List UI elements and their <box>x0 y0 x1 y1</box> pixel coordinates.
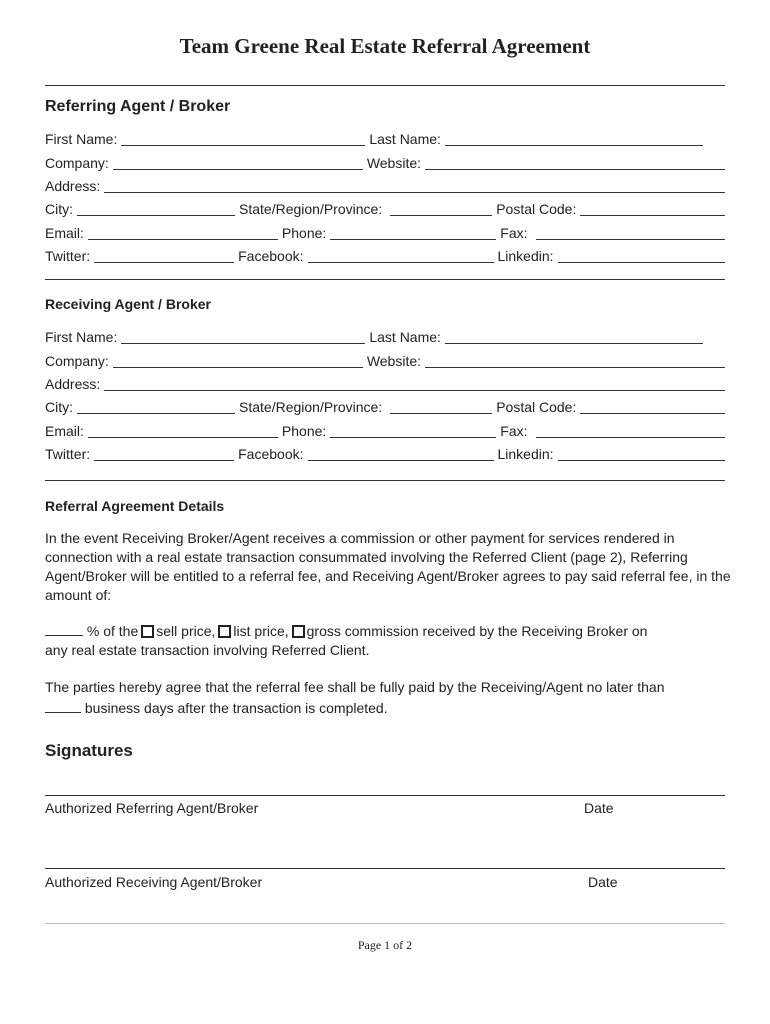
city-label: City: <box>45 201 73 217</box>
footer-divider <box>45 923 725 924</box>
linkedin-label: Linkedin: <box>497 248 554 264</box>
list-price-checkbox[interactable] <box>218 625 231 638</box>
referring-city-field[interactable] <box>77 201 235 216</box>
referring-last-name-field[interactable] <box>445 131 703 146</box>
receiving-date-label: Date <box>588 874 618 890</box>
referring-linkedin-field[interactable] <box>558 248 725 263</box>
receiving-fax-field[interactable] <box>536 423 725 438</box>
referring-company-row <box>45 154 725 172</box>
first-name-label: First Name: <box>45 131 118 147</box>
referring-name-row <box>45 130 725 148</box>
facebook-label: Facebook: <box>238 248 304 264</box>
gross-commission-checkbox[interactable] <box>292 625 305 638</box>
details-paragraph: In the event Receiving Broker/Agent receives a commission or other payment for services rendered in connection with a real estate transaction consummated involving the Referred Client (page 2), Referring Agent/Broker will be entitled to a referral fee, and Receiving Agent/Broker agrees to pay said referral fee, in the amount of: <box>45 530 731 603</box>
referring-fax-field[interactable] <box>536 225 725 240</box>
facebook-label: Facebook: <box>238 446 304 462</box>
referring-heading: Referring Agent / Broker <box>45 98 231 115</box>
percent-of-the-label: % of the <box>86 623 139 639</box>
section-divider <box>45 480 725 481</box>
phone-label: Phone: <box>281 423 327 439</box>
receiving-first-name-field[interactable] <box>121 329 365 344</box>
receiving-heading: Receiving Agent / Broker <box>45 296 211 312</box>
company-label: Company: <box>45 155 109 171</box>
first-name-label: First Name: <box>45 329 118 345</box>
percent-blank[interactable] <box>45 623 83 636</box>
referring-date-label: Date <box>584 800 614 816</box>
receiving-address-row <box>45 375 725 393</box>
last-name-label: Last Name: <box>369 131 441 147</box>
referring-signature-line[interactable] <box>45 795 725 796</box>
address-label: Address: <box>45 376 101 392</box>
website-label: Website: <box>366 155 422 171</box>
referring-postal-field[interactable] <box>580 201 725 216</box>
receiving-linkedin-field[interactable] <box>558 446 725 461</box>
section-divider <box>45 279 725 280</box>
state-label: State/Region/Province: <box>239 201 383 217</box>
city-label: City: <box>45 399 73 415</box>
last-name-label: Last Name: <box>369 329 441 345</box>
referring-phone-field[interactable] <box>330 225 496 240</box>
referring-facebook-field[interactable] <box>308 248 494 263</box>
receiving-postal-field[interactable] <box>580 399 725 414</box>
sell-price-checkbox[interactable] <box>141 625 154 638</box>
gross-commission-label: gross commission received by the Receiving Broker on <box>306 623 648 639</box>
referring-signature-label: Authorized Referring Agent/Broker <box>45 800 259 816</box>
referring-social-row <box>45 247 725 265</box>
receiving-last-name-field[interactable] <box>445 329 703 344</box>
receiving-name-row <box>45 328 725 346</box>
referring-city-row <box>45 200 725 218</box>
signatures-heading: Signatures <box>45 741 133 760</box>
title-divider <box>45 85 725 86</box>
referring-address-field[interactable] <box>104 178 725 193</box>
email-label: Email: <box>45 423 84 439</box>
twitter-label: Twitter: <box>45 446 91 462</box>
state-label: State/Region/Province: <box>239 399 383 415</box>
payment-terms-line1: The parties hereby agree that the referral fee shall be fully paid by the Receiving/Agent no later than <box>45 679 665 695</box>
referring-email-field[interactable] <box>88 225 278 240</box>
receiving-signature-label: Authorized Receiving Agent/Broker <box>45 874 263 890</box>
receiving-signature-line[interactable] <box>45 868 725 869</box>
receiving-phone-field[interactable] <box>330 423 496 438</box>
fax-label: Fax: <box>500 225 528 241</box>
receiving-facebook-field[interactable] <box>308 446 494 461</box>
linkedin-label: Linkedin: <box>497 446 554 462</box>
fax-label: Fax: <box>500 423 528 439</box>
company-label: Company: <box>45 353 109 369</box>
postal-label: Postal Code: <box>496 201 577 217</box>
receiving-state-field[interactable] <box>390 399 492 414</box>
postal-label: Postal Code: <box>496 399 577 415</box>
referring-first-name-field[interactable] <box>121 131 365 146</box>
payment-terms-line2 <box>45 699 735 718</box>
twitter-label: Twitter: <box>45 248 91 264</box>
details-heading: Referral Agreement Details <box>45 498 225 514</box>
phone-label: Phone: <box>281 225 327 241</box>
website-label: Website: <box>366 353 422 369</box>
page-number: Page 1 of 2 <box>357 938 413 952</box>
list-price-label: list price, <box>233 623 289 639</box>
business-days-blank[interactable] <box>45 700 81 713</box>
receiving-city-field[interactable] <box>77 399 235 414</box>
receiving-social-row <box>45 445 725 463</box>
receiving-city-row <box>45 398 725 416</box>
fee-options-line2: any real estate transaction involving Referred Client. <box>45 642 370 658</box>
referring-website-field[interactable] <box>425 155 725 170</box>
referring-email-row <box>45 224 725 242</box>
referring-state-field[interactable] <box>390 201 492 216</box>
business-days-label: business days after the transaction is completed. <box>84 700 388 716</box>
email-label: Email: <box>45 225 84 241</box>
receiving-website-field[interactable] <box>425 353 725 368</box>
fee-options <box>45 622 735 641</box>
receiving-email-field[interactable] <box>88 423 278 438</box>
receiving-twitter-field[interactable] <box>94 446 234 461</box>
referring-address-row <box>45 177 725 195</box>
sell-price-label: sell price, <box>156 623 216 639</box>
referring-company-field[interactable] <box>113 155 363 170</box>
receiving-company-field[interactable] <box>113 353 363 368</box>
referring-twitter-field[interactable] <box>94 248 234 263</box>
page-title: Team Greene Real Estate Referral Agreement <box>179 34 591 58</box>
address-label: Address: <box>45 178 101 194</box>
receiving-company-row <box>45 352 725 370</box>
receiving-email-row <box>45 422 725 440</box>
receiving-address-field[interactable] <box>104 376 725 391</box>
